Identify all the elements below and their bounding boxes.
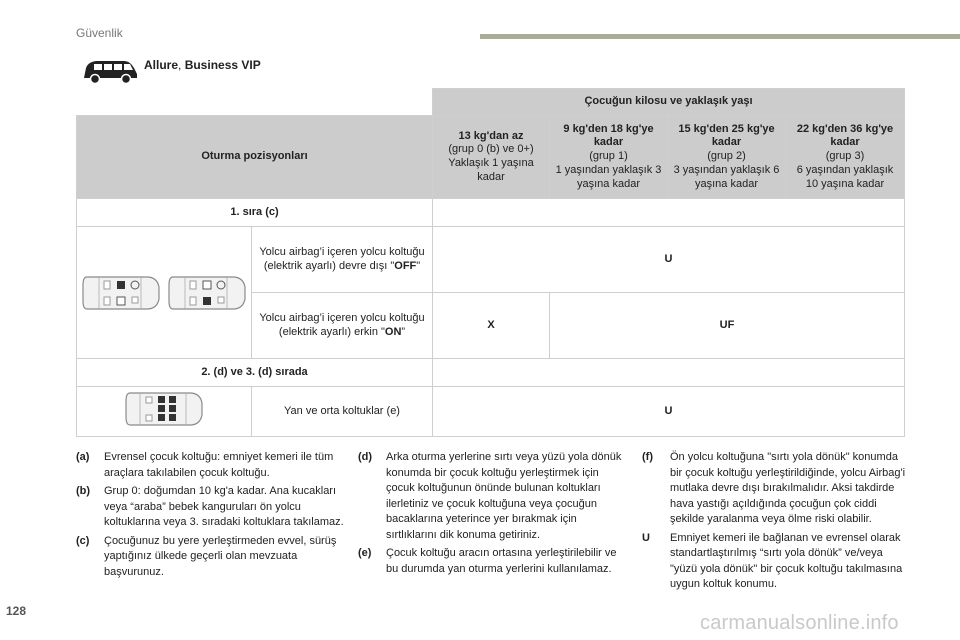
page-number: 128 bbox=[6, 604, 27, 618]
group-number: (grup 2) bbox=[707, 150, 746, 163]
note-c: (c) Çocuğunuz bu yere yerleştirmeden evvel, sürüş yaptığınız ülkede geçerli olan mevzuata başvurunuz. bbox=[76, 534, 337, 578]
group-weight: 22 kg'den 36 kg'ye kadar bbox=[796, 122, 894, 149]
note-u: U Emniyet kemeri ile bağlanan ve evrensel olarak standartlaştırılmış “sırtı yola dönük” ve/veya "yüzü yola dönük" bir çocuk koltuğu takılmasına uygun koltuk konumu. bbox=[642, 531, 903, 590]
row2-empty bbox=[433, 359, 905, 387]
note-a: (a) Evrensel çocuk koltuğu: emniyet kemeri ile tüm araçlara takılabilen çocuk koltuğu. bbox=[76, 451, 334, 479]
group-age: 6 yaşından yaklaşık 10 yaşına kadar bbox=[796, 163, 894, 190]
section-label: Güvenlik bbox=[76, 26, 123, 40]
note-b: (b) Grup 0: doğumdan 10 kg'a kadar. Ana kucakları veya “araba” bebek kanguruları ön yolcu koltuklarına veya 3. sıradaki koltuklara takılamaz. bbox=[76, 485, 344, 528]
on-label: ON bbox=[384, 325, 402, 338]
group-age: Yaklaşık 1 yaşına kadar bbox=[448, 157, 534, 183]
group-weight: 15 kg'den 25 kg'ye kadar bbox=[678, 122, 775, 149]
group-number: (grup 0 (b) ve 0+) bbox=[448, 143, 534, 156]
trim-title bbox=[144, 58, 261, 72]
row2-label: 2. (d) ve 3. (d) sırada bbox=[77, 359, 433, 387]
group-header-2 bbox=[668, 116, 786, 199]
car-top-view-icon bbox=[81, 271, 161, 315]
group-header-0 bbox=[433, 116, 550, 199]
front-seat-diagram-cell bbox=[77, 227, 252, 359]
rear-seats-value: U bbox=[433, 387, 905, 437]
notes-column-2 bbox=[358, 450, 628, 580]
rear-seats-description: Yan ve orta koltuklar (e) bbox=[252, 387, 433, 437]
car-top-view-icon bbox=[167, 271, 247, 315]
header-accent-bar bbox=[480, 34, 960, 39]
trim-separator: , bbox=[178, 58, 185, 72]
rear-seat-diagram-cell bbox=[77, 387, 252, 437]
off-label: OFF bbox=[394, 259, 417, 272]
notes-column-1 bbox=[76, 450, 344, 583]
group-weight: 13 kg'dan az bbox=[458, 129, 524, 142]
group-age: 1 yaşından yaklaşık 3 yaşına kadar bbox=[555, 163, 662, 190]
van-icon bbox=[80, 56, 140, 86]
seating-position-header: Oturma pozisyonları bbox=[77, 116, 433, 199]
group-number: (grup 1) bbox=[589, 150, 628, 163]
note-d: (d) Arka oturma yerlerine sırtı veya yüzü yola dönük konumda bir çocuk koltuğu yerleştirmek için çocuk koltuğunun önünde bulunan koltukları ilerletiniz ve çocuk koltuğuna veya çocuğun bacaklarına yeterince yer bırakmak için sırtlıklarını dik konuma getiriniz. bbox=[358, 451, 622, 541]
rear-seats-top-view-icon bbox=[124, 389, 204, 429]
trim-name-2: Business VIP bbox=[184, 58, 261, 72]
row1-label: 1. sıra (c) bbox=[77, 199, 433, 227]
trim-name-1: Allure bbox=[144, 58, 179, 72]
watermark: carmanualsonline.info bbox=[700, 612, 899, 634]
group-header-1 bbox=[550, 116, 668, 199]
airbag-on-value-group0: X bbox=[433, 293, 550, 359]
airbag-on-value-groups123: UF bbox=[550, 293, 905, 359]
row1-empty bbox=[433, 199, 905, 227]
note-e: (e) Çocuk koltuğu aracın ortasına yerleştirilebilir ve bu durumda yan oturma yerlerini kullanılamaz. bbox=[358, 547, 617, 575]
airbag-off-value: U bbox=[433, 227, 905, 293]
group-weight: 9 kg'den 18 kg'ye kadar bbox=[563, 122, 654, 149]
child-seat-table bbox=[76, 88, 905, 437]
group-number: (grup 3) bbox=[825, 150, 865, 163]
airbag-off-description: Yolcu airbag’i içeren yolcu koltuğu (elektrik ayarlı) devre dışı "OFF" bbox=[252, 227, 433, 293]
note-f: (f) Ön yolcu koltuğuna "sırtı yola dönük" konumda bir çocuk koltuğu yerleştirildiğinde, yolcu Airbag'i mutlaka devre dışı bırakılmalıdır. Aksi takdirde hava yastığı açıldığında çocuğun çok ciddi şekilde yaralanma veya ölme riski olabilir. bbox=[642, 451, 906, 525]
airbag-on-description: Yolcu airbag’i içeren yolcu koltuğu (elektrik ayarlı) erkin "ON” bbox=[252, 293, 433, 359]
group-header-3 bbox=[786, 116, 905, 199]
group-age: 3 yaşından yaklaşık 6 yaşına kadar bbox=[673, 163, 780, 190]
notes-column-3 bbox=[642, 450, 912, 596]
age-weight-header: Çocuğun kilosu ve yaklaşık yaşı bbox=[433, 89, 905, 116]
